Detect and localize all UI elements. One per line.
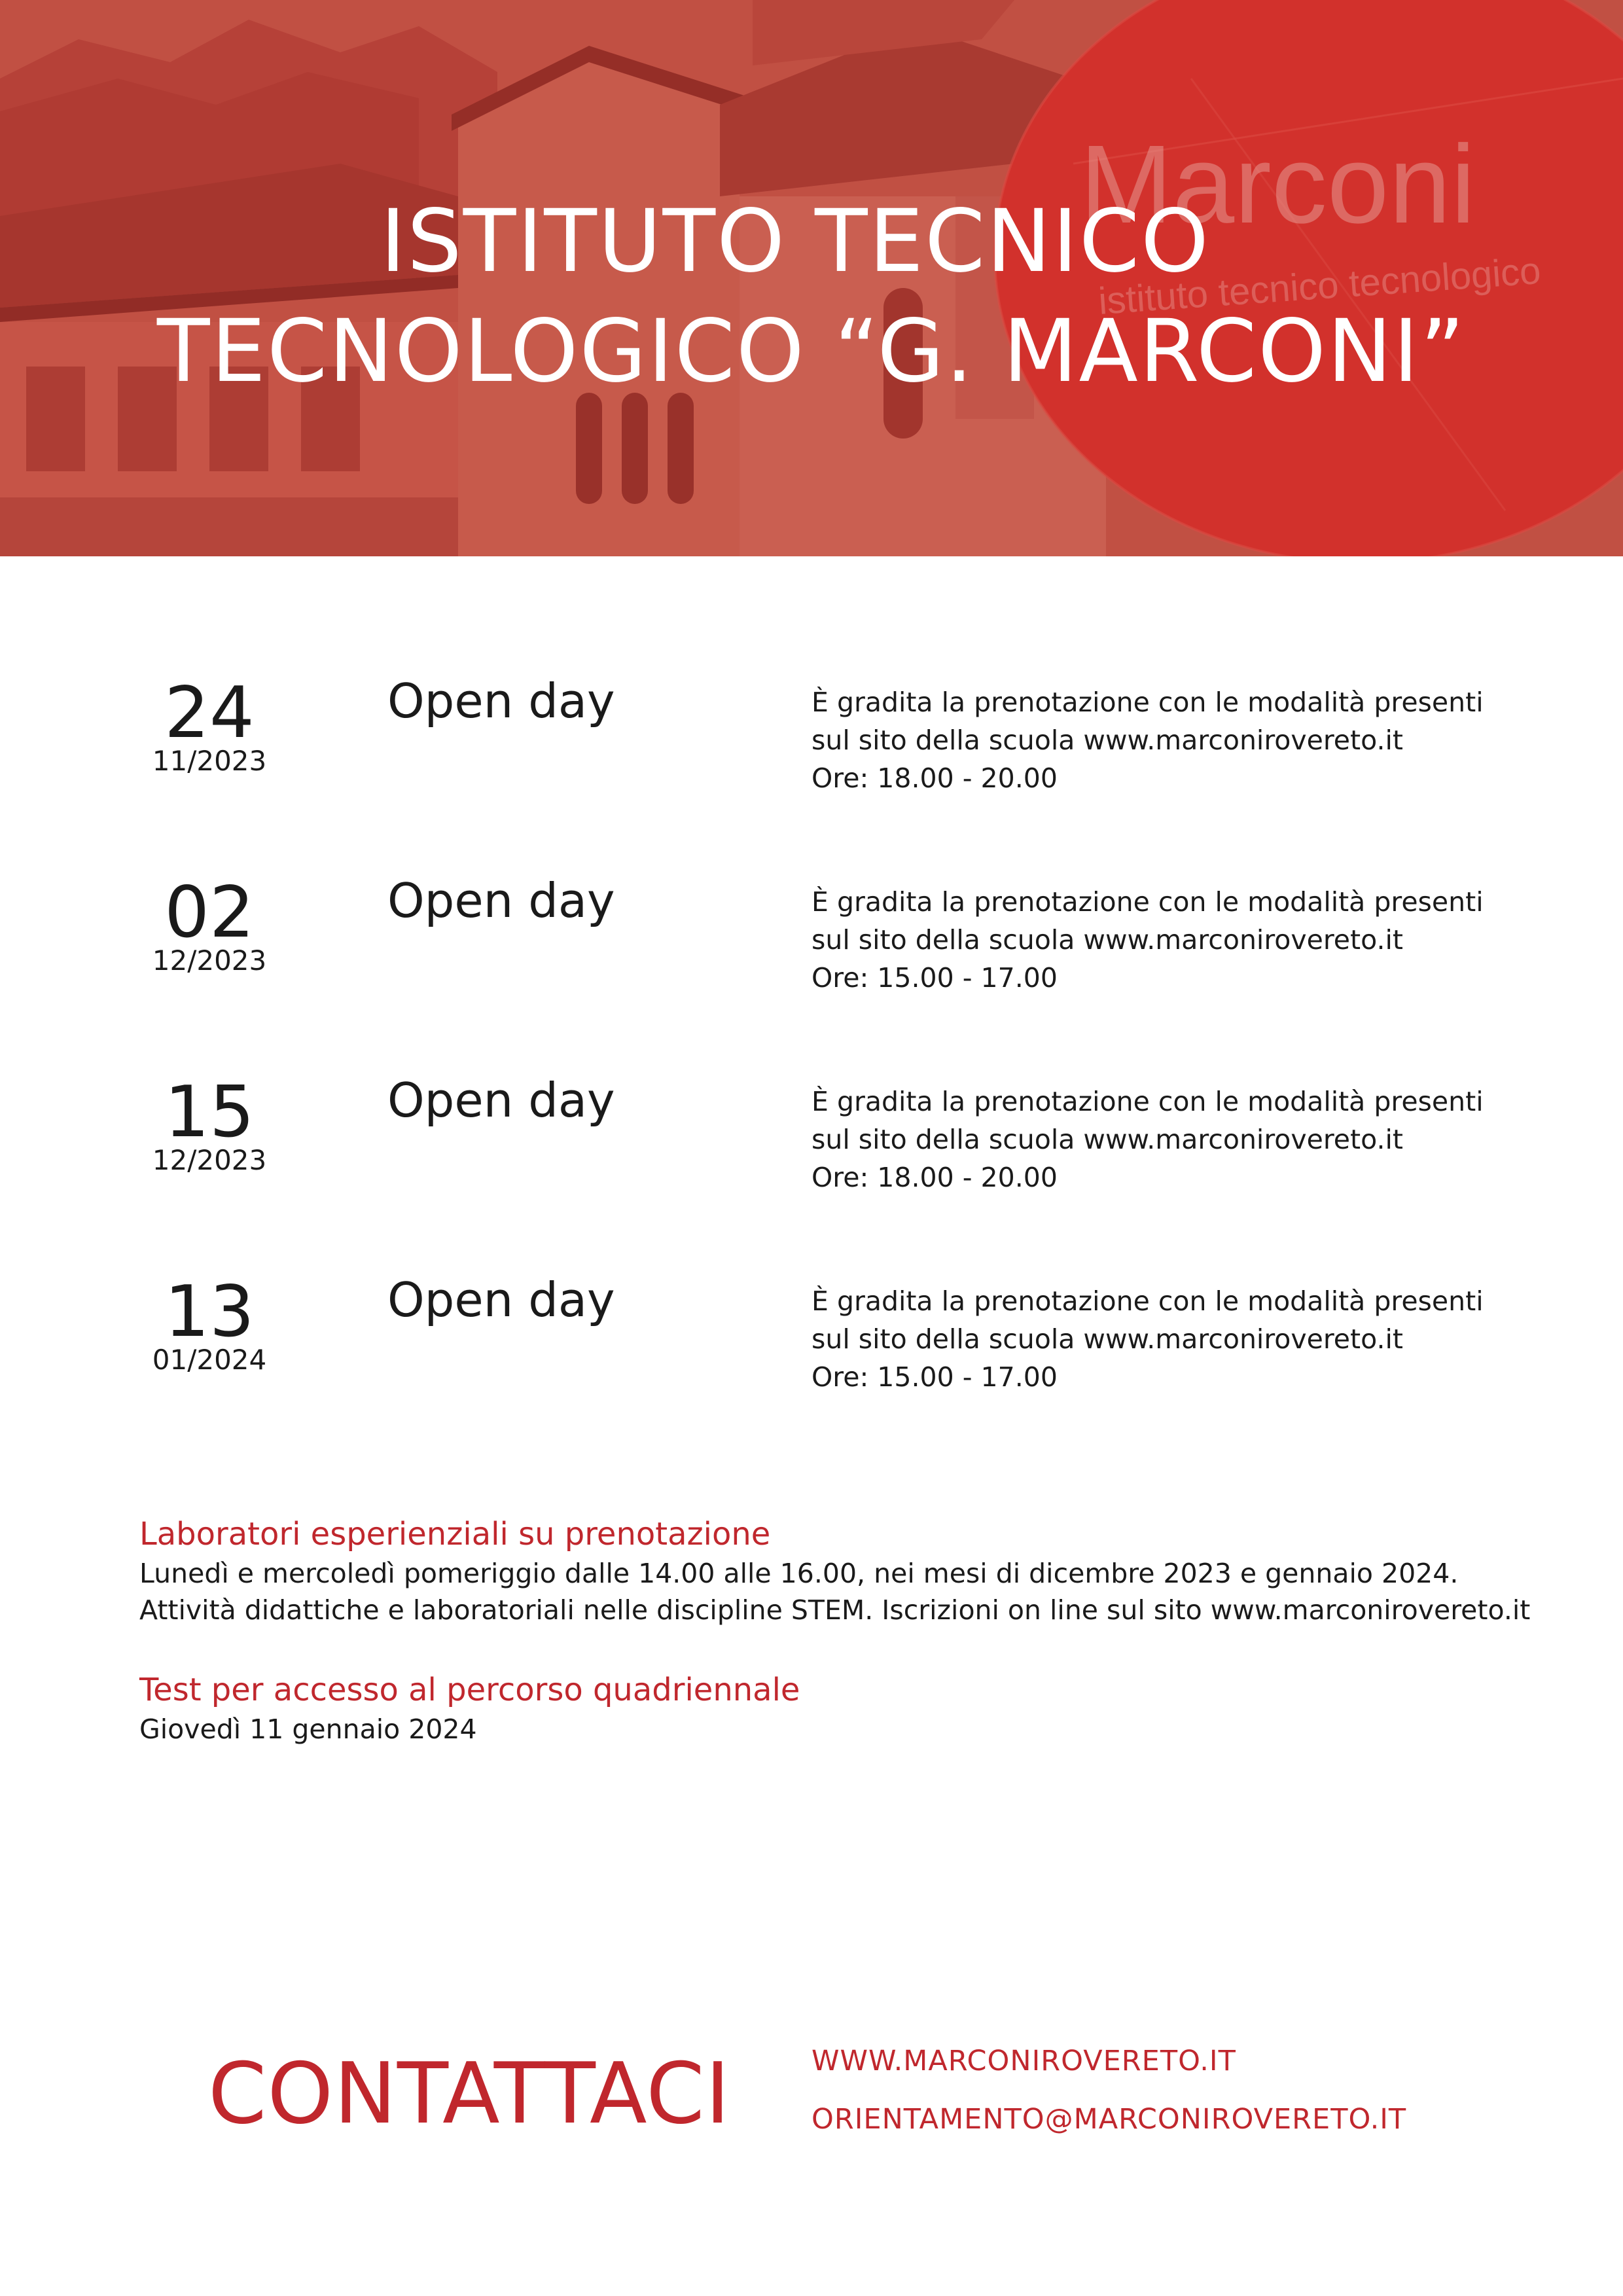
title-line-1: ISTITUTO TECNICO [380,191,1210,292]
event-time: Ore: 18.00 - 20.00 [812,1162,1058,1193]
contacts-title: CONTATTACI [208,2045,731,2143]
labs-heading: Laboratori esperienziali su prenotazione [139,1516,771,1552]
event-month: 11/2023 [152,745,267,777]
event-desc-line: sul sito della scuola www.marconirovereto.it [812,1124,1403,1155]
test-section [139,1669,1514,1748]
event-name: Open day [387,1073,615,1128]
event-description [812,1282,1544,1396]
event-month: 12/2023 [152,944,267,977]
event-desc-line: È gradita la prenotazione con le modalità presenti [812,886,1484,918]
website-link[interactable]: WWW.MARCONIROVERETO.IT [812,2045,1236,2077]
event-desc-line: sul sito della scuola www.marconirovereto.it [812,1323,1403,1355]
event-desc-line: È gradita la prenotazione con le modalità presenti [812,687,1484,718]
event-time: Ore: 18.00 - 20.00 [812,762,1058,794]
event-name: Open day [387,1272,615,1327]
event-day: 13 [164,1271,255,1353]
email-link[interactable]: ORIENTAMENTO@MARCONIROVERETO.IT [812,2103,1407,2136]
event-description [812,683,1544,797]
event-time: Ore: 15.00 - 17.00 [812,962,1058,994]
event-name: Open day [387,873,615,928]
event-name: Open day [387,673,615,728]
event-desc-line: È gradita la prenotazione con le modalità presenti [812,1285,1484,1317]
event-item [0,668,1623,825]
event-desc-line: sul sito della scuola www.marconirovereto.it [812,725,1403,756]
event-description [812,1083,1544,1196]
event-desc-line: sul sito della scuola www.marconirovereto.it [812,924,1403,956]
event-description [812,883,1544,997]
page-title [0,0,1623,556]
event-month: 12/2023 [152,1144,267,1176]
event-item [0,1266,1623,1424]
event-item [0,867,1623,1024]
event-day: 02 [164,872,255,954]
event-day: 24 [164,672,255,754]
labs-description: Attività didattiche e laboratoriali nelle discipline STEM. Iscrizioni on line sul sito www.marconirovereto.it [139,1594,1531,1626]
test-date: Giovedì 11 gennaio 2024 [139,1713,477,1745]
marconi-sign-text: Marconi [1080,122,1476,247]
event-day: 15 [164,1071,255,1153]
marconi-sign-subtext: istituto tecnico tecnologico [1097,249,1543,323]
event-time: Ore: 15.00 - 17.00 [812,1361,1058,1393]
labs-schedule: Lunedì e mercoledì pomeriggio dalle 14.00 alle 16.00, nei mesi di dicembre 2023 e gennaio 2024. [139,1558,1459,1589]
labs-section [139,1513,1531,1628]
event-month: 01/2024 [152,1344,267,1376]
header-banner [0,0,1623,556]
event-item [0,1067,1623,1224]
event-desc-line: È gradita la prenotazione con le modalità presenti [812,1086,1484,1117]
title-line-2: TECNOLOGICO “G. MARCONI” [156,301,1467,402]
test-heading: Test per accesso al percorso quadriennale [139,1672,800,1708]
